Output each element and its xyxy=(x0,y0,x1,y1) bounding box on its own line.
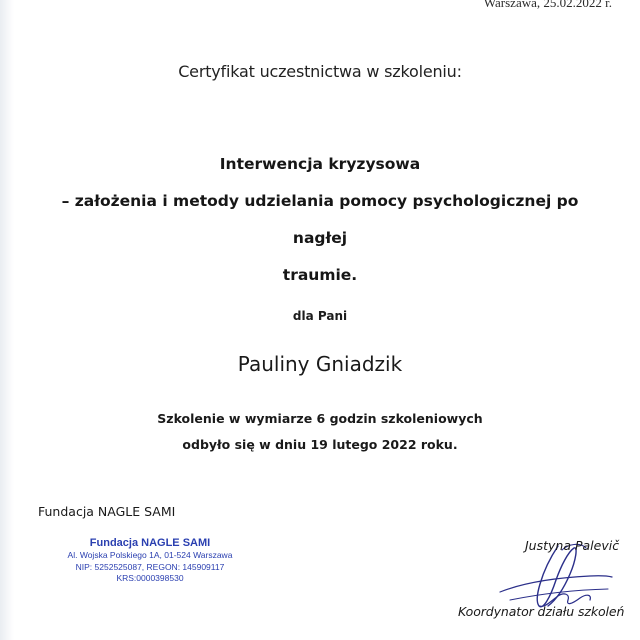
stamp-tax-ids: NIP: 5252525087, REGON: 145909117 xyxy=(75,561,225,572)
organization-name: Fundacja NAGLE SAMI xyxy=(38,504,176,519)
certificate-heading: Certyfikat uczestnictwa w szkoleniu: xyxy=(178,62,462,81)
training-details xyxy=(0,406,640,458)
course-title-line-1: Interwencja kryzysowa xyxy=(219,155,421,173)
course-title-line-3: traumie. xyxy=(282,266,358,284)
stamp-address: Al. Wojska Polskiego 1A, 01-524 Warszawa xyxy=(67,550,233,560)
place-and-date: Warszawa, 25.02.2022 r. xyxy=(483,0,612,10)
signer-role: Koordynator działu szkoleń xyxy=(458,604,625,619)
stamp-krs: KRS:0000398530 xyxy=(116,573,184,583)
training-duration: Szkolenie w wymiarze 6 godzin szkoleniowych xyxy=(157,411,483,426)
organization-stamp xyxy=(60,536,240,585)
recipient-name: Pauliny Gniadzik xyxy=(237,352,403,376)
recipient-prefix: dla Pani xyxy=(292,309,348,323)
training-date: odbyło się w dniu 19 lutego 2022 roku. xyxy=(182,437,458,452)
handwritten-signature xyxy=(440,540,640,640)
signer-name: Justyna Palevič xyxy=(525,538,620,553)
course-title-line-2: – założenia i metody udzielania pomocy psychologicznej po nagłej xyxy=(61,192,579,247)
course-title xyxy=(40,146,600,294)
stamp-title: Fundacja NAGLE SAMI xyxy=(89,537,211,549)
